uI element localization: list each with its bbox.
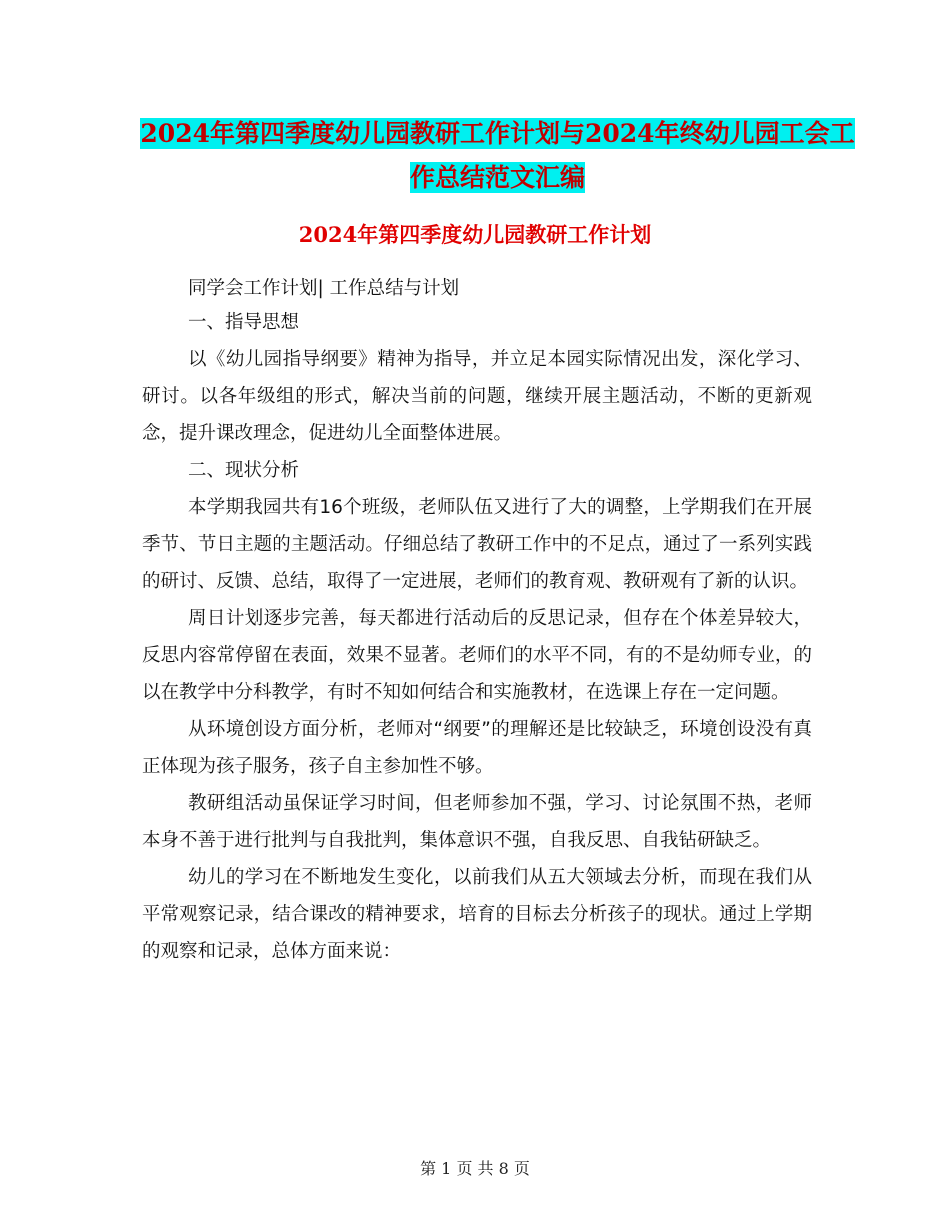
section-title: 2024年第四季度幼儿园教研工作计划 <box>298 222 652 247</box>
body-text <box>142 274 812 970</box>
main-title-text: 2024年第四季度幼儿园教研工作计划与2024年终幼儿园工会工作总结范文汇编 <box>140 119 855 192</box>
paragraph: 以《幼儿园指导纲要》精神为指导，并立足本园实际情况出发，深化学习、研讨。以各年级组的形式，解决当前的问题，继续开展主题活动，不断的更新观念，提升课改理念，促进幼儿全面整体进展。 <box>142 349 812 444</box>
paragraph: 教研组活动虽保证学习时间，但老师参加不强，学习、讨论氛围不热，老师本身不善于进行批判与自我批判，集体意识不强，自我反思、自我钻研缺乏。 <box>142 793 812 851</box>
paragraph: 周日计划逐步完善，每天都进行活动后的反思记录，但存在个体差异较大，反思内容常停留在表面，效果不显著。老师们的水平不同，有的不是幼师专业，的以在教学中分科教学，有时不知如何结合和实施教材，在选课上存在一定问题。 <box>142 608 812 703</box>
heading-status-analysis: 二、现状分析 <box>188 460 300 481</box>
paragraph: 本学期我园共有16个班级，老师队伍又进行了大的调整，上学期我们在开展季节、节日主题的主题活动。仔细总结了教研工作中的不足点，通过了一系列实践的研讨、反馈、总结，取得了一定进展，老师们的教育观、教研观有了新的认识。 <box>142 497 812 592</box>
heading-guiding-ideas: 一、指导思想 <box>188 312 300 333</box>
page-footer: 第 1 页 共 8 页 <box>420 1159 530 1178</box>
paragraph: 从环境创设方面分析，老师对“纲要”的理解还是比较缺乏，环境创设没有真正体现为孩子服务，孩子自主参加性不够。 <box>142 719 812 777</box>
paragraph: 幼儿的学习在不断地发生变化，以前我们从五大领域去分析，而现在我们从平常观察记录，结合课改的精神要求，培育的目标去分析孩子的现状。通过上学期的观察和记录，总体方面来说： <box>142 867 812 962</box>
nav-line: 同学会工作计划| 工作总结与计划 <box>188 278 460 299</box>
main-title <box>140 112 855 200</box>
